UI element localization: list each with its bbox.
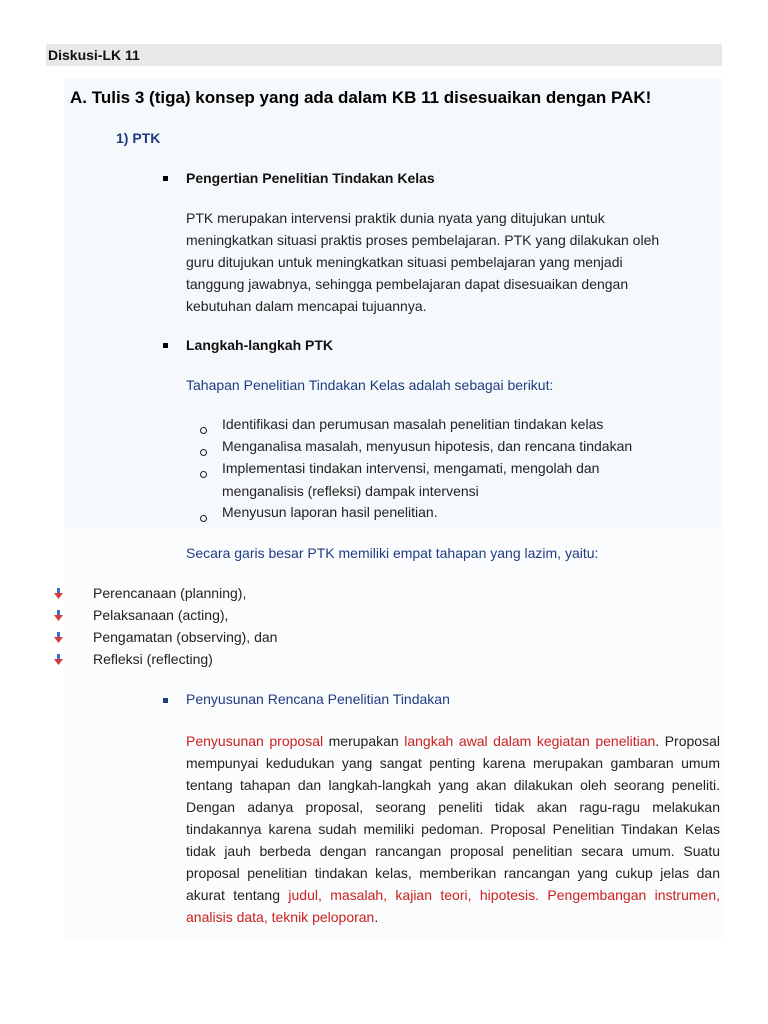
arrow-bullet-icon <box>52 609 65 622</box>
circle-bullet-icon <box>200 515 207 522</box>
section-number: 1) PTK <box>116 130 161 146</box>
body-text: . Proposal mempunyai kedudukan yang sangat penting karena merupakan gambaran umum tentang tahapan dan langkah-langkah yang akan dilakukan oleh seorang peneliti. Dengan adanya proposal, seorang peneliti tidak akan ragu-ragu melakukan tindakannya karena sudah memiliki pedoman. Proposal Penelitian Tindakan Kelas tidak jauh berbeda dengan rancangan proposal penelitian secara umum. Suatu proposal penelitian tindakan kelas, memberikan rancangan yang cukup jelas dan akurat tentang <box>186 733 720 903</box>
step-item-continued: menganalisis (refleksi) dampak intervensi <box>222 483 479 499</box>
penyusunan-heading: Penyusunan Rencana Penelitian Tindakan <box>186 691 450 707</box>
step-item: Identifikasi dan perumusan masalah penelitian tindakan kelas <box>222 416 604 432</box>
circle-bullet-icon <box>200 471 207 478</box>
langkah-heading: Langkah-langkah PTK <box>186 337 334 353</box>
page-header-title: Diskusi-LK 11 <box>48 47 140 63</box>
pengertian-line: tanggung jawabnya, sehingga pembelajaran dapat disesuaikan dengan <box>186 276 629 292</box>
section-title: A. Tulis 3 (tiga) konsep yang ada dalam KB 11 disesuaikan dengan PAK! <box>70 88 652 107</box>
arrow-bullet-icon <box>52 587 65 600</box>
step-item: Menyusun laporan hasil penelitian. <box>222 504 438 520</box>
pengertian-line: meningkatkan situasi praktis proses pembelajaran. PTK yang dilakukan oleh <box>186 232 660 248</box>
highlight-text: langkah awal dalam kegiatan penelitian <box>404 733 656 749</box>
pengertian-line: PTK merupakan intervensi praktik dunia nyata yang ditujukan untuk <box>186 210 605 226</box>
circle-bullet-icon <box>200 427 207 434</box>
penyusunan-paragraph <box>186 730 720 928</box>
pengertian-paragraph <box>186 207 686 317</box>
pengertian-heading: Pengertian Penelitian Tindakan Kelas <box>186 170 435 186</box>
langkah-summary: Secara garis besar PTK memiliki empat tahapan yang lazim, yaitu: <box>186 545 599 561</box>
pengertian-line: guru ditujukan untuk meningkatkan situasi pembelajaran yang menjadi <box>186 254 623 270</box>
square-bullet-icon <box>163 343 168 348</box>
square-bullet-icon <box>163 176 168 181</box>
phase-item: Perencanaan (planning), <box>93 585 247 601</box>
highlight-text: judul, masalah, kajian teori, hipotesis. Pengembangan instrumen, analisis data, teknik peloporan <box>186 887 721 925</box>
circle-bullet-icon <box>200 449 207 456</box>
step-item: Implementasi tindakan intervensi, mengamati, mengolah dan <box>222 460 600 476</box>
body-text: merupakan <box>323 733 405 749</box>
arrow-bullet-icon <box>52 653 65 666</box>
highlight-text: Penyusunan proposal <box>186 733 324 749</box>
step-item: Menganalisa masalah, menyusun hipotesis, dan rencana tindakan <box>222 438 633 454</box>
phase-item: Refleksi (reflecting) <box>93 651 213 667</box>
langkah-intro: Tahapan Penelitian Tindakan Kelas adalah sebagai berikut: <box>186 377 554 393</box>
arrow-bullet-icon <box>52 631 65 644</box>
square-bullet-icon <box>163 698 168 703</box>
body-text: . <box>374 909 379 925</box>
header-bar <box>46 44 722 66</box>
pengertian-line: kebutuhan dalam mencapai tujuannya. <box>186 298 427 314</box>
phase-item: Pelaksanaan (acting), <box>93 607 229 623</box>
phase-item: Pengamatan (observing), dan <box>93 629 278 645</box>
